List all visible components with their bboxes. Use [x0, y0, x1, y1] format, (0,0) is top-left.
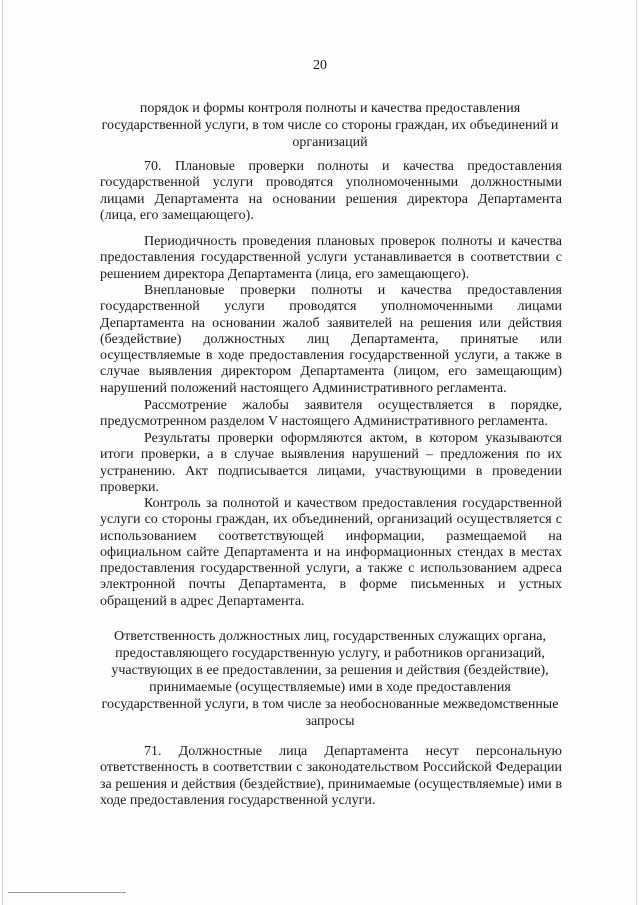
- paragraph-unscheduled-checks: Внеплановые проверки полноты и качества предоставления государственной услуги проводятся уполномоченными лицами Департамента на основании жалоб заявителей на решения или действия (бездействие) должностных лиц Департамента, принятые или осуществляемые в ходе предоставления государственной услуги, а также в случае выявления директором Департамента (лицом, его замещающим) нарушений положений настоящего Административного регламента.: [100, 283, 562, 396]
- paragraph-70: 70. Плановые проверки полноты и качества предоставления государственной услуги проводятся уполномоченными должностными лицами Департамента на основании решения директора Департамента (лица, его замещающего).: [100, 159, 562, 223]
- paragraph-complaint-review: Рассмотрение жалобы заявителя осуществляется в порядке, предусмотренном разделом V настоящего Административного регламента.: [100, 398, 562, 430]
- section-heading-responsibility: Ответственность должностных лиц, государственных служащих органа, предоставляющего государственную услугу, и работников организаций, участвующих в ее предоставлении, за решения и действия (бездействие), принимаемые (осуществляемые) ими в ходе предоставления государственной услуги, в том числе за необоснованные межведомственные запросы: [101, 629, 559, 729]
- paragraph-check-results: Результаты проверки оформляются актом, в котором указываются итоги проверки, а в случае выявления нарушений – предложения по их устранению. Акт подписывается лицами, участвующими в проведении проверки.: [100, 431, 562, 495]
- page-edge-left: [2, 0, 3, 905]
- section-heading-control: порядок и формы контроля полноты и качества предоставления государственной услуги, в том числе со стороны граждан, их объединений и организаций: [101, 101, 559, 150]
- page-number: 20: [313, 58, 327, 73]
- footer-rule: [8, 892, 126, 893]
- paragraph-71: 71. Должностные лица Департамента несут персональную ответственность в соответствии с законодательством Российской Федерации за решения и действия (бездействие), принимаемые (осуществляемые) ими в ходе предоставления государственной услуги.: [100, 744, 562, 808]
- paragraph-periodicity: Периодичность проведения плановых проверок полноты и качества предоставления государственной услуги устанавливается в соответствии с решением директора Департамента (лица, его замещающего).: [100, 234, 562, 282]
- paragraph-citizen-control: Контроль за полнотой и качеством предоставления государственной услуги со стороны граждан, их объединений, организаций осуществляется с использованием соответствующей информации, размещаемой на официальном сайте Департамента и на информационных стендах в местах предоставления государственной услуги, а также с использованием адреса электронной почты Департамента, в форме письменных и устных обращений в адрес Департамента.: [100, 496, 562, 609]
- page-edge-right: [636, 0, 637, 905]
